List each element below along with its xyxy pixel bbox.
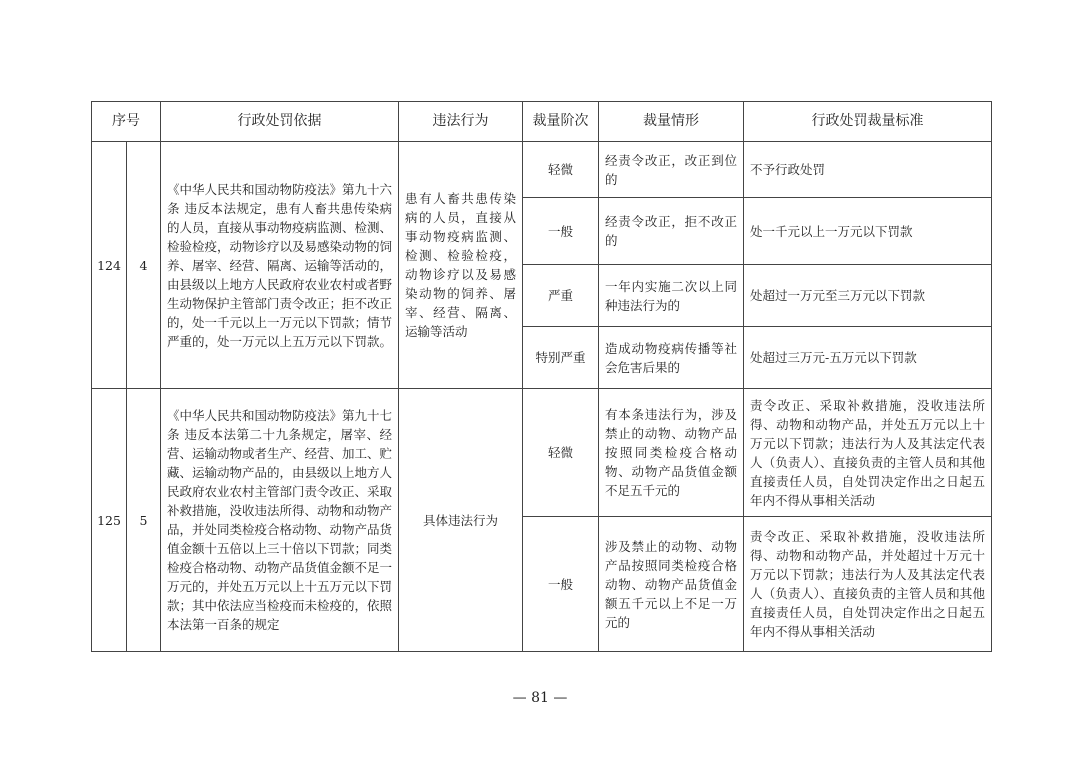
situation: 经责令改正，改正到位的 <box>599 142 744 198</box>
level: 严重 <box>523 265 599 327</box>
standard: 处一千元以上一万元以下罚款 <box>744 198 992 265</box>
table-row <box>92 142 992 198</box>
level: 轻微 <box>523 142 599 198</box>
table-row <box>92 389 992 517</box>
row-number: 125 <box>92 389 127 652</box>
situation: 有本条违法行为，涉及禁止的动物、动物产品按照同类检疫合格动物、动物产品货值金额不足五千元的 <box>599 389 744 517</box>
row-sub-number: 4 <box>127 142 161 389</box>
penalty-table <box>91 101 992 652</box>
standard: 责令改正、采取补救措施，没收违法所得、动物和动物产品，并处五万元以上十万元以下罚款；违法行为人及其法定代表人（负责人）、直接负责的主管人员和其他直接责任人员，自处罚决定作出之日起五年内不得从事相关活动 <box>744 389 992 517</box>
illegal-act: 具体违法行为 <box>399 389 523 652</box>
header-act: 违法行为 <box>399 102 523 142</box>
level: 一般 <box>523 198 599 265</box>
penalty-basis: 《中华人民共和国动物防疫法》第九十六条 违反本法规定，患有人畜共患传染病的人员，直接从事动物疫病监测、检测、检验检疫，动物诊疗以及易感染动物的饲养、屠宰、经营、隔离、运输等活动的，由县级以上地方人民政府农业农村或者野生动物保护主管部门责令改正；拒不改正的，处一千元以上一万元以下罚款；情节严重的，处一万元以上五万元以下罚款。 <box>161 142 399 389</box>
header-no: 序号 <box>92 102 161 142</box>
level: 一般 <box>523 517 599 652</box>
standard: 责令改正、采取补救措施，没收违法所得、动物和动物产品，并处超过十万元十万元以下罚款；违法行为人及其法定代表人（负责人）、直接负责的主管人员和其他直接责任人员，自处罚决定作出之日起五年内不得从事相关活动 <box>744 517 992 652</box>
header-standard: 行政处罚裁量标准 <box>744 102 992 142</box>
header-situation: 裁量情形 <box>599 102 744 142</box>
standard: 不予行政处罚 <box>744 142 992 198</box>
standard: 处超过一万元至三万元以下罚款 <box>744 265 992 327</box>
standard: 处超过三万元-五万元以下罚款 <box>744 327 992 389</box>
level: 轻微 <box>523 389 599 517</box>
header-level: 裁量阶次 <box>523 102 599 142</box>
header-basis: 行政处罚依据 <box>161 102 399 142</box>
row-number: 124 <box>92 142 127 389</box>
situation: 经责令改正，拒不改正的 <box>599 198 744 265</box>
penalty-basis: 《中华人民共和国动物防疫法》第九十七条 违反本法第二十九条规定，屠宰、经营、运输动物或者生产、经营、加工、贮藏、运输动物产品的，由县级以上地方人民政府农业农村主管部门责令改正、采取补救措施，没收违法所得、动物和动物产品，并处同类检疫合格动物、动物产品货值金额十五倍以上三十倍以下罚款；同类检疫合格动物、动物产品货值金额不足一万元的，并处五万元以上十五万元以下罚款；其中依法应当检疫而未检疫的，依照本法第一百条的规定 <box>161 389 399 652</box>
row-sub-number: 5 <box>127 389 161 652</box>
illegal-act: 患有人畜共患传染病的人员，直接从事动物疫病监测、检测、检验检疫，动物诊疗以及易感染动物的饲养、屠宰、经营、隔离、运输等活动 <box>399 142 523 389</box>
situation: 涉及禁止的动物、动物产品按照同类检疫合格动物、动物产品货值金额五千元以上不足一万元的 <box>599 517 744 652</box>
page-number: — 81 — <box>512 690 568 706</box>
situation: 一年内实施二次以上同种违法行为的 <box>599 265 744 327</box>
situation: 造成动物疫病传播等社会危害后果的 <box>599 327 744 389</box>
level: 特别严重 <box>523 327 599 389</box>
header-row <box>92 102 992 142</box>
